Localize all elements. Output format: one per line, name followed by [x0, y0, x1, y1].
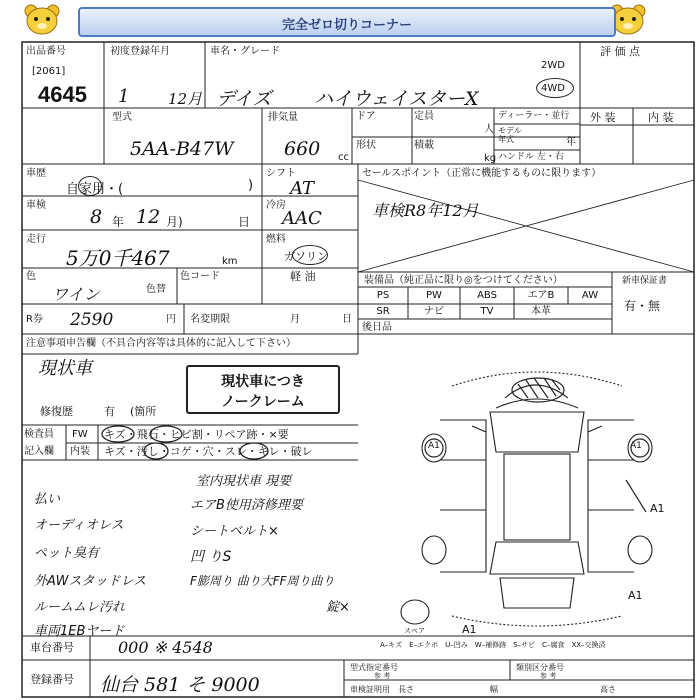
diagram-mark-rear: A1 [462, 623, 477, 636]
yen-unit: 円 [166, 314, 176, 325]
usage-close: ) [248, 178, 254, 193]
caution-label: 注意事項申告欄（不具合内容等は具体的に記入して下さい） [26, 338, 296, 349]
diagram-mark-side: A1 [650, 502, 665, 515]
cert-label: 車検証明用 [350, 685, 390, 694]
car-grade: ハイウェイスターX [314, 88, 479, 110]
mileage-label: 走行 [26, 234, 46, 245]
kg-unit: kg [484, 153, 497, 164]
fw-label: FW [72, 429, 88, 440]
displacement-value: 660 [284, 138, 321, 160]
fuel-gasoline: ガソリン [284, 250, 328, 263]
car-damage-diagram [400, 360, 696, 636]
day-char: 日 [238, 215, 251, 229]
color-value: ワイン [52, 285, 100, 304]
inspection-month: 12 [136, 206, 161, 228]
remark-left-3: ペット臭有 [34, 546, 100, 561]
door-label: ドア [356, 111, 376, 122]
remark-left-2: オーディオレス [34, 518, 124, 533]
person-unit: 人 [484, 124, 494, 135]
diagram-mark-front-right: A1 [630, 441, 642, 451]
sales-point-label: セールスポイント（正常に機能するものに限ります） [362, 168, 602, 179]
remark-right-3: シートベルト× [190, 524, 279, 539]
interior-items: キズ・汚し・コゲ・穴・スレ・キレ・破レ [104, 445, 313, 458]
equip-sr: SR [376, 306, 390, 317]
remark-right-4: 凹 りS [190, 549, 232, 565]
recycle-label: R券 [26, 314, 43, 325]
repair-label: 修復歴 [40, 405, 73, 418]
transfer-label: 名変期限 [190, 314, 230, 325]
remark-right-2: エアB使用済修理要 [190, 498, 303, 513]
ref-label-1: 参 考 [374, 672, 391, 680]
equip-pw: PW [426, 290, 442, 301]
ref-label-2: 参 考 [540, 672, 557, 680]
height-label: 高さ [600, 685, 616, 694]
year-unit: 年 [566, 137, 576, 148]
first-registration-year: 1 [118, 86, 130, 107]
transfer-day: 日 [342, 314, 352, 325]
class-label: 類別区分番号 [516, 663, 564, 672]
fuel-label: 燃料 [266, 234, 286, 245]
diagram-mark-rear-right: A1 [628, 589, 643, 602]
inspection-year: 8 [90, 206, 103, 228]
repair-value: 有 [104, 405, 115, 418]
diagram-mark-front-left: A1 [428, 441, 440, 451]
model-label: 型式 [112, 112, 132, 123]
equip-airbag: エアB [527, 290, 555, 301]
lot-code: [2061] [32, 66, 66, 77]
no-claim-stamp [186, 365, 340, 414]
remark-left-1: 払い [34, 492, 61, 507]
remark-left-6: 車両1EBヤード [34, 624, 125, 639]
year-char: 年 [112, 215, 125, 229]
shift-label: シフト [266, 168, 296, 179]
inspection-label: 車検 [26, 200, 46, 211]
shape-label: 形状 [356, 140, 376, 151]
warranty-value: 有・無 [624, 299, 661, 313]
stamp-line1: 現状車につき [221, 374, 305, 390]
spare-label: スペア [404, 627, 425, 635]
loading-label: 積載 [414, 140, 434, 151]
reg-value: 仙台 581 そ 9000 [100, 674, 260, 696]
type-label: 型式指定番号 [350, 663, 398, 672]
equip-abs: ABS [477, 290, 497, 301]
rear-seat-label: 後日品 [362, 322, 392, 333]
car-name-label: 車名・グレード [210, 46, 280, 57]
drive-2wd: 2WD [541, 60, 565, 71]
usage-value: 自家用・( [66, 182, 124, 197]
ac-value: AAC [282, 208, 322, 229]
equip-tv: TV [480, 306, 494, 317]
exterior-label: 外 装 [590, 111, 616, 124]
usage-label: 車歴 [26, 168, 46, 179]
drive-4wd: 4WD [541, 83, 565, 94]
remark-right-1: 室内現状車 現要 [196, 474, 292, 489]
mileage-value: 5万0千467 [66, 246, 170, 270]
recycle-value: 2590 [70, 310, 114, 330]
plate-value: 000 ※ 4548 [118, 638, 213, 657]
sales-point-note: 車検R8年12月 [372, 201, 479, 220]
km-unit: km [222, 256, 238, 267]
caution-value: 現状車 [38, 358, 92, 379]
stamp-line2: ノークレーム [221, 394, 305, 410]
equip-aw: AW [581, 290, 599, 301]
entry-label: 記入欄 [24, 446, 54, 457]
interior-label: 内 装 [648, 111, 674, 124]
handle-label: ハンドル 左・右 [498, 152, 564, 162]
lot-number: 4645 [38, 82, 87, 107]
color-code-label: 色コード [180, 271, 220, 282]
remark-left-5: ルームムレ汚れ [34, 600, 126, 615]
model-value: 5AA-B47W [130, 138, 234, 160]
ac-label: 冷房 [266, 200, 286, 211]
fw-items: キズ・飛石・ヒビ割・リペア跡・×要 [104, 428, 289, 441]
equip-ps: PS [376, 290, 390, 301]
inspector-label: 検査員 [24, 429, 54, 440]
length-label: 長さ [398, 685, 414, 694]
shift-value: AT [290, 178, 315, 199]
color-swap-label: 色替 [146, 284, 166, 295]
first-registration-label: 初度登録年月 [110, 46, 170, 57]
repair-unit: (箇所 [130, 405, 157, 418]
equip-navi: ナビ [424, 306, 444, 317]
remark-right-5: F膨周り 曲り大FF周り曲り [190, 574, 335, 588]
equip-leather: 本革 [531, 306, 551, 317]
capacity-label: 定員 [414, 111, 434, 122]
lot-label: 出品番号 [26, 46, 66, 57]
remark-right-6: 錠× [326, 600, 350, 615]
width-label: 幅 [490, 685, 498, 694]
warranty-label: 新車保証書 [622, 276, 668, 286]
damage-legend: A–キズ E–エクボ U–凹み W–補修跡 S–サビ C–腐食 XX–交換済 [380, 641, 606, 649]
first-registration-month: 12月 [168, 90, 203, 108]
remark-left-4: 外AWスタッドレス [34, 574, 147, 589]
rating-label: 評 価 点 [600, 45, 640, 58]
plate-label: 車台番号 [30, 641, 74, 654]
cc-unit: cc [338, 152, 349, 163]
fuel-light-oil: 軽 油 [290, 270, 316, 283]
model-year-label: モデル 年式 [498, 126, 522, 144]
dealer-label: ディーラー・並行 [498, 111, 570, 121]
color-label: 色 [26, 271, 36, 282]
banner-title: 完全ゼロ切りコーナー [281, 18, 412, 33]
interior-check-label: 内装 [70, 446, 90, 457]
displacement-label: 排気量 [268, 112, 298, 123]
equipment-title: 装備品（純正品に限り◎をつけてください） [364, 275, 563, 286]
month-char: 月) [166, 215, 183, 229]
car-name: デイズ [216, 88, 272, 110]
transfer-month: 月 [290, 314, 300, 325]
reg-label: 登録番号 [30, 673, 74, 686]
